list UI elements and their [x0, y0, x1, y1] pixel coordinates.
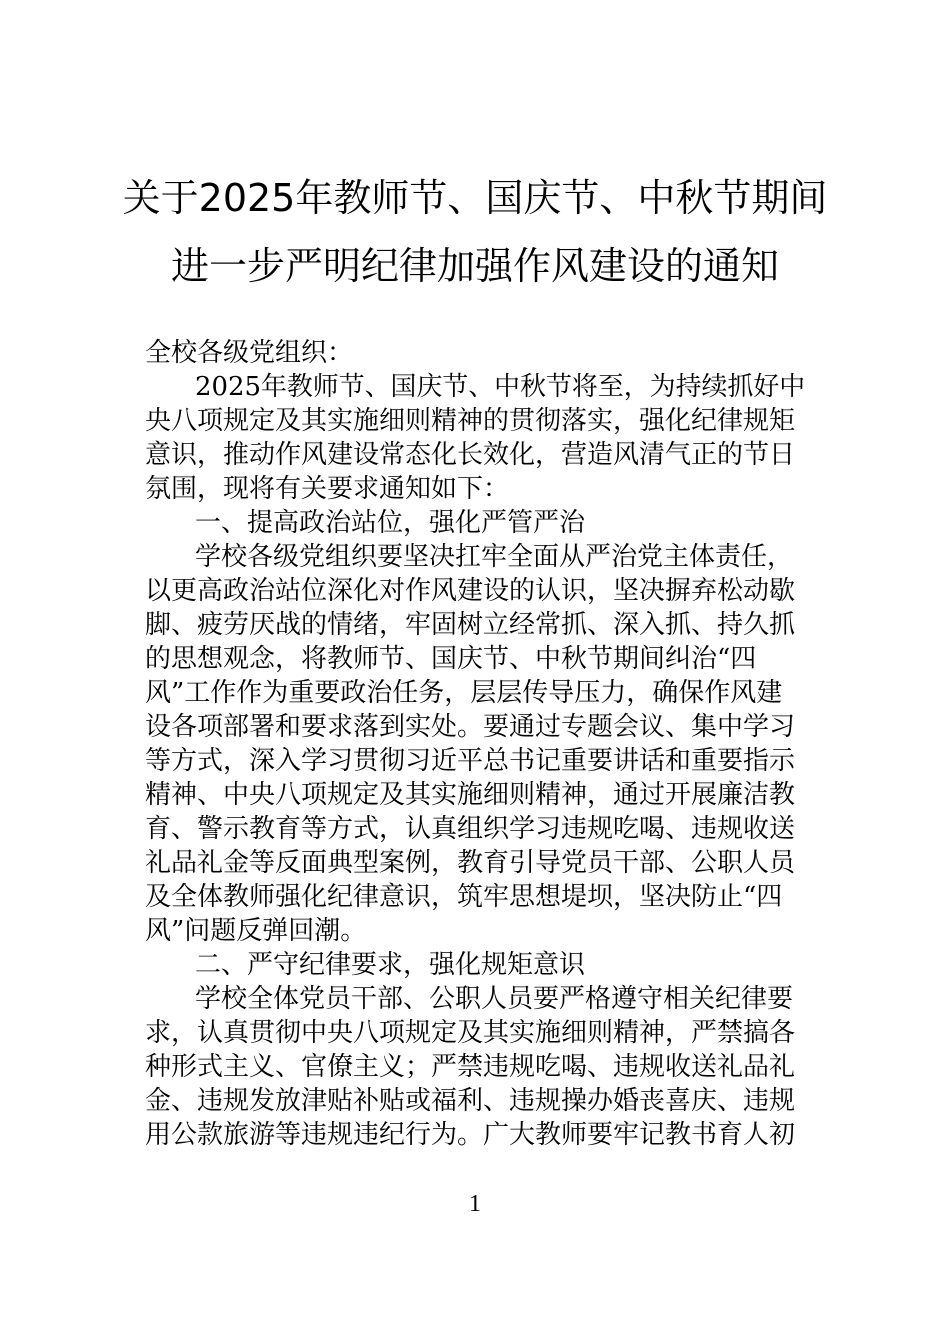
- body-line: 精神、中央八项规定及其实施细则精神，通过开展廉洁教: [145, 780, 796, 810]
- section-heading-2: 二、严守纪律要求，强化规矩意识: [195, 950, 586, 980]
- page-number: 1: [469, 1191, 481, 1217]
- body-line: 风”问题反弹回潮。: [145, 916, 367, 946]
- body-line: 风”工作作为重要政治任务，层层传导压力，确保作风建: [145, 678, 783, 708]
- body-line: 学校各级党组织要坚决扛牢全面从严治党主体责任，: [195, 542, 794, 572]
- section-heading-1: 一、提高政治站位，强化严管严治: [195, 508, 586, 538]
- body-line: 礼品礼金等反面典型案例，教育引导党员干部、公职人员: [145, 848, 796, 878]
- body-line: 种形式主义、官僚主义；严禁违规吃喝、违规收送礼品礼: [145, 1052, 796, 1082]
- body-line: 用公款旅游等违规违纪行为。广大教师要牢记教书育人初: [145, 1120, 796, 1150]
- body-line: 等方式，深入学习贯彻习近平总书记重要讲话和重要指示: [145, 746, 796, 776]
- document-title-line-2: 进一步严明纪律加强作风建设的通知: [170, 244, 779, 288]
- body-line: 2025年教师节、国庆节、中秋节将至，为持续抓好中: [195, 372, 806, 402]
- body-line: 金、违规发放津贴补贴或福利、违规操办婚丧喜庆、违规: [145, 1086, 796, 1116]
- body-line: 意识，推动作风建设常态化长效化，营造风清气正的节日: [145, 440, 796, 470]
- body-line: 设各项部署和要求落到实处。要通过专题会议、集中学习: [145, 712, 796, 742]
- body-line: 学校全体党员干部、公职人员要严格遵守相关纪律要: [195, 984, 794, 1014]
- document-title-line-1: 关于2025年教师节、国庆节、中秋节期间: [122, 176, 828, 220]
- body-line: 的思想观念，将教师节、国庆节、中秋节期间纠治“四: [145, 644, 757, 674]
- body-line: 以更高政治站位深化对作风建设的认识，坚决摒弃松动歇: [145, 576, 796, 606]
- body-line: 育、警示教育等方式，认真组织学习违规吃喝、违规收送: [145, 814, 796, 844]
- body-line: 央八项规定及其实施细则精神的贯彻落实，强化纪律规矩: [145, 406, 796, 436]
- body-line: 脚、疲劳厌战的情绪，牢固树立经常抓、深入抓、持久抓: [145, 610, 796, 640]
- body-line: 氛围，现将有关要求通知如下：: [145, 474, 510, 504]
- salutation: 全校各级党组织：: [145, 338, 354, 368]
- body-line: 求，认真贯彻中央八项规定及其实施细则精神，严禁搞各: [145, 1018, 796, 1048]
- body-line: 及全体教师强化纪律意识，筑牢思想堤坝，坚决防止“四: [145, 882, 783, 912]
